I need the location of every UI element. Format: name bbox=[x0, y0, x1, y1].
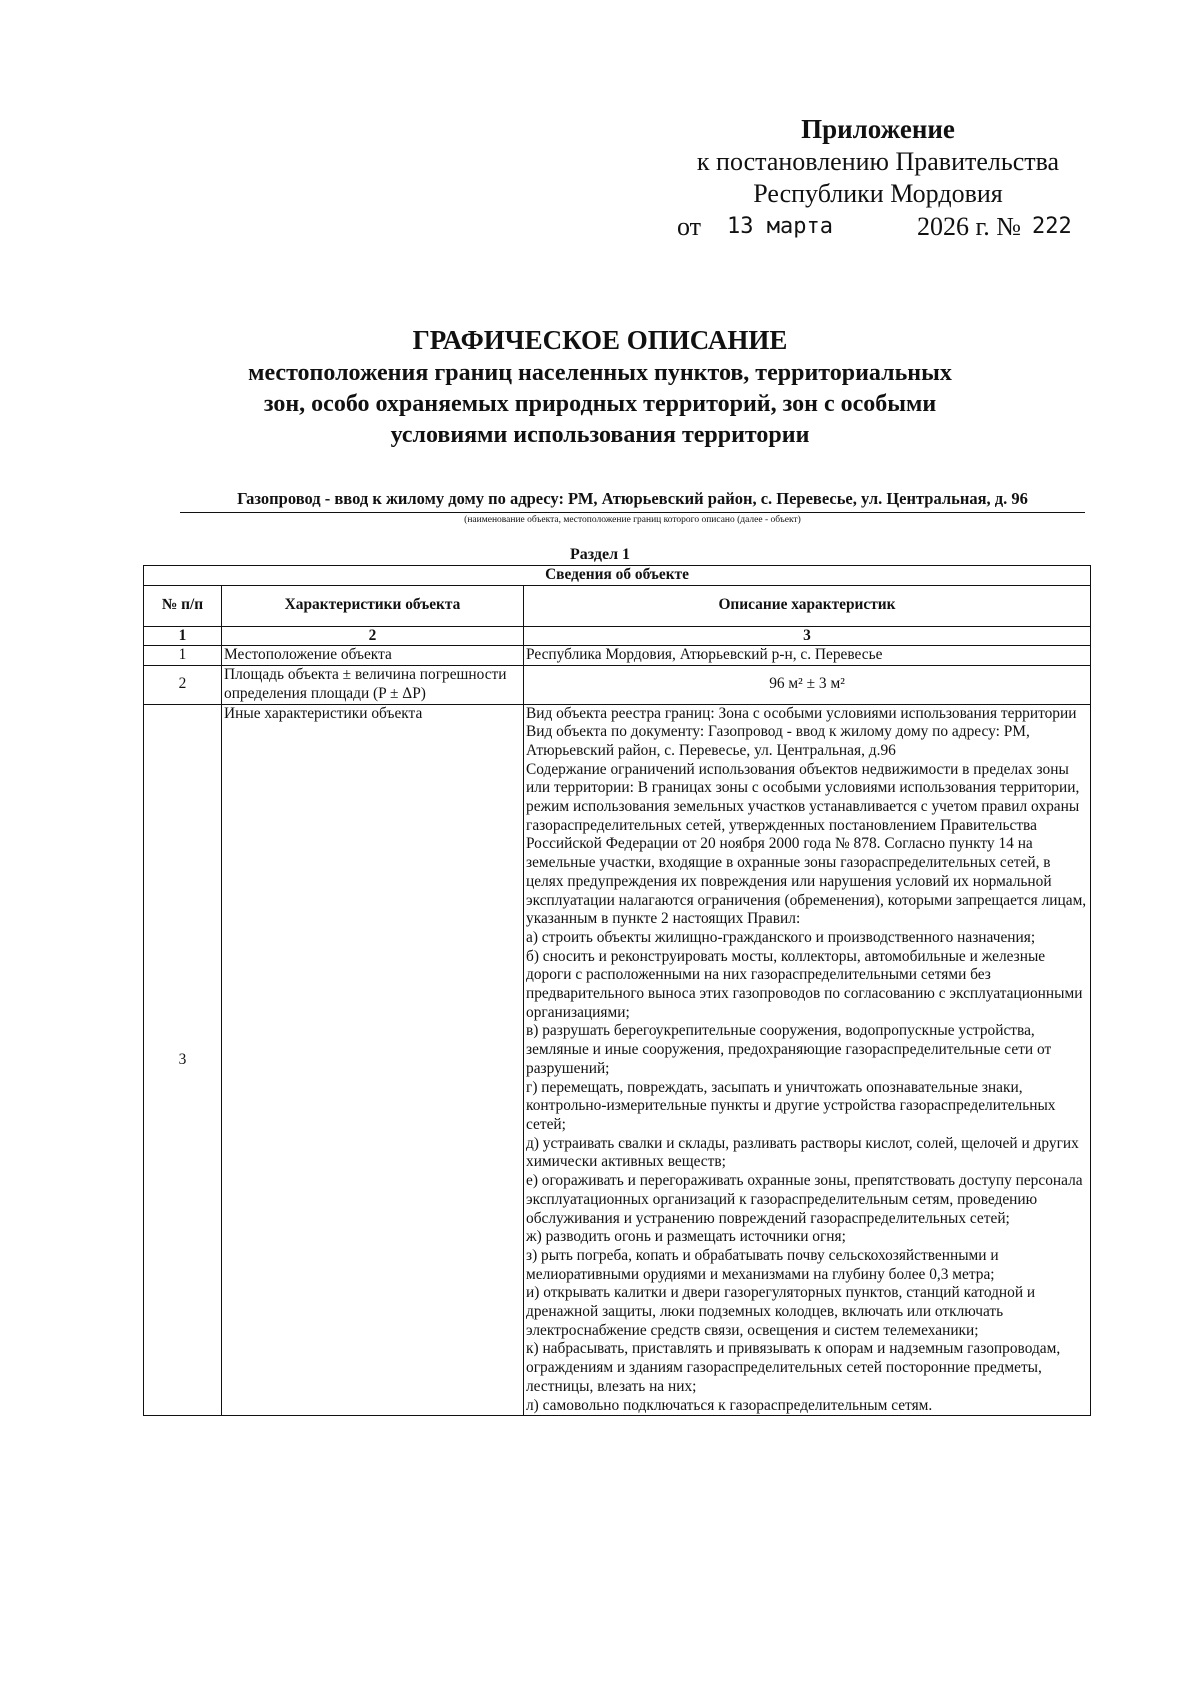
description-paragraph: б) сносить и реконструировать мосты, коллекторы, автомобильные и железные дороги с расположенными на них газораспределительными сетями без предварительного выноса этих газопроводов по согласованию с эксплуатационными организациями; bbox=[526, 947, 1083, 1021]
description-paragraph: а) строить объекты жилищно-гражданского и производственного назначения; bbox=[526, 928, 1036, 946]
column-number-1: 1 bbox=[144, 626, 222, 646]
document-title bbox=[140, 322, 1060, 451]
row-characteristic: Иные характеристики объекта bbox=[222, 704, 524, 1416]
header-characteristic: Характеристики объекта bbox=[222, 585, 524, 626]
table-row bbox=[144, 704, 1091, 1416]
description-paragraph: к) набрасывать, приставлять и привязывать к опорам и надземным газопроводам, ограждениям и зданиям газораспределительных сетей посторонние предметы, лестницы, влезать на них; bbox=[526, 1340, 1061, 1395]
object-name: Газопровод - ввод к жилому дому по адресу: РМ, Атюрьевский район, с. Перевесье, ул. Центральная, д. 96 bbox=[237, 489, 1028, 508]
row-description: 96 м² ± 3 м² bbox=[524, 666, 1091, 704]
object-note: (наименование объекта, местоположение границ которого описано (далее - объект) bbox=[464, 515, 801, 525]
column-number-2: 2 bbox=[222, 626, 524, 646]
appendix-line-2: Республики Мордовия bbox=[753, 179, 1003, 208]
description-paragraph: Вид объекта по документу: Газопровод - ввод к жилому дому по адресу: РМ, Атюрьевский район, с. Перевесье, ул. Центральная, д.96 bbox=[526, 723, 1030, 759]
document-title-line-1: местоположения границ населенных пунктов, территориальных bbox=[248, 360, 952, 386]
table-title: Сведения об объекте bbox=[144, 566, 1091, 586]
description-paragraph: л) самовольно подключаться к газораспределительным сетям. bbox=[526, 1396, 933, 1414]
row-number: 1 bbox=[144, 646, 222, 666]
description-paragraph: ж) разводить огонь и размещать источники огня; bbox=[526, 1228, 846, 1246]
document-title-line-2: зон, особо охраняемых природных территорий, зон с особыми bbox=[263, 391, 937, 417]
row-characteristic: Площадь объекта ± величина погрешности определения площади (P ± ΔP) bbox=[222, 666, 524, 704]
description-paragraph: Содержание ограничений использования объектов недвижимости в пределах зоны или территории: В границах зоны с особыми условиями использования территории, режим использования земельных участков устанавливается с учетом правил охраны газораспределительных сетей, утвержденных постановлением Правительства Российской Федерации от 20 ноября 2000 года № 878. Согласно пункту 14 на земельные участки, входящие в охранные зоны газораспределительных сетей, в целях предупреждения их повреждения или нарушения условий их нормальной эксплуатации налагаются ограничения (обременения), которыми запрещается лицам, указанным в пункте 2 настоящих Правил: bbox=[526, 760, 1087, 928]
row-number: 2 bbox=[144, 666, 222, 704]
row-description bbox=[524, 704, 1091, 1416]
appendix-line-1: к постановлению Правительства bbox=[696, 147, 1060, 176]
decree-number: 222 bbox=[1032, 214, 1072, 239]
appendix-block bbox=[668, 112, 1088, 210]
table-header-row bbox=[144, 585, 1091, 626]
object-underline bbox=[180, 512, 1085, 513]
column-number-row bbox=[144, 626, 1091, 646]
date-day-month: 13 марта bbox=[727, 214, 833, 239]
appendix-title: Приложение bbox=[801, 114, 955, 144]
document-title-line-3: условиями использования территории bbox=[390, 422, 810, 448]
description-paragraph: Вид объекта реестра границ: Зона с особыми условиями использования территории bbox=[526, 704, 1077, 722]
description-paragraph: з) рыть погреба, копать и обрабатывать почву сельскохозяйственными и мелиоративными орудиями и механизмами на глубину более 0,3 метра; bbox=[526, 1246, 999, 1283]
description-paragraph: г) перемещать, повреждать, засыпать и уничтожать опознавательные знаки, контрольно-измерительные пункты и другие устройства газораспределительных сетей; bbox=[526, 1078, 1056, 1133]
date-year: 2026 г. № bbox=[917, 212, 1022, 241]
section-title: Раздел 1 bbox=[569, 546, 631, 563]
row-description: Республика Мордовия, Атюрьевский р-н, с. Перевесье bbox=[524, 646, 1091, 666]
table-row bbox=[144, 646, 1091, 666]
table-row bbox=[144, 666, 1091, 704]
header-description: Описание характеристик bbox=[524, 585, 1091, 626]
document-title-main: ГРАФИЧЕСКОЕ ОПИСАНИЕ bbox=[412, 325, 788, 355]
object-info-table bbox=[143, 565, 1091, 1416]
header-number: № п/п bbox=[144, 585, 222, 626]
description-paragraph: д) устраивать свалки и склады, разливать растворы кислот, солей, щелочей и других химически активных веществ; bbox=[526, 1134, 1079, 1171]
table-title-row bbox=[144, 566, 1091, 586]
description-paragraph: и) открывать калитки и двери газорегуляторных пунктов, станций катодной и дренажной защиты, люки подземных колодцев, включать или отключать электроснабжение средств связи, освещения и систем телемеханики; bbox=[526, 1284, 1036, 1339]
description-paragraph: е) огораживать и перегораживать охранные зоны, препятствовать доступу персонала эксплуатационных организаций к газораспределительным сетям, проведению обслуживания и устранению повреждений газораспределительных сетей; bbox=[526, 1172, 1083, 1227]
date-prefix: от bbox=[677, 212, 702, 241]
column-number-3: 3 bbox=[524, 626, 1091, 646]
description-paragraph: в) разрушать берегоукрепительные сооружения, водопропускные устройства, земляные и иные сооружения, предохраняющие газораспределительные сети от разрушений; bbox=[526, 1022, 1052, 1077]
row-number: 3 bbox=[144, 704, 222, 1416]
row-characteristic: Местоположение объекта bbox=[222, 646, 524, 666]
